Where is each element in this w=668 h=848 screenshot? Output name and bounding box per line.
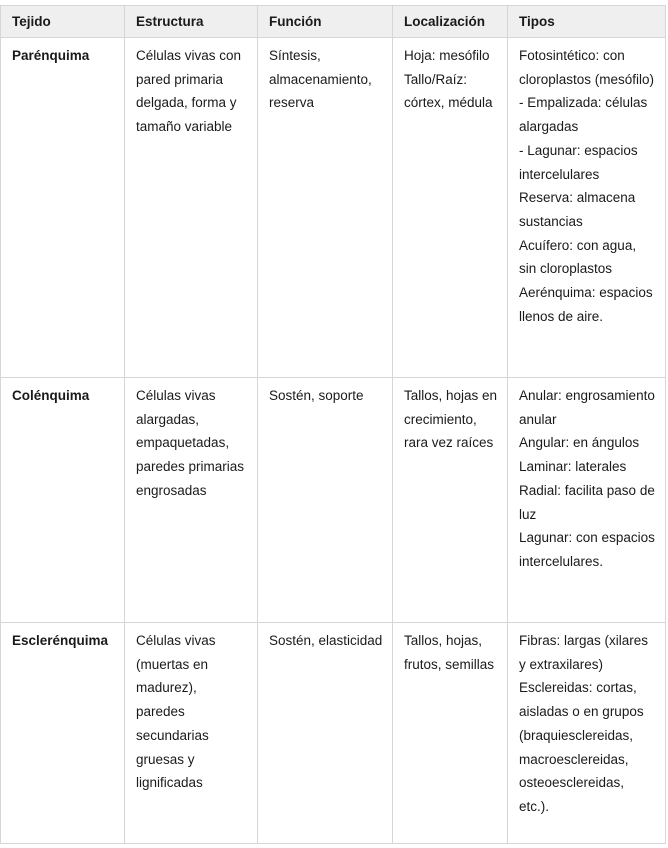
tipos-cell (508, 38, 666, 378)
estructura-cell: Células vivas alargadas, empaquetadas, paredes primarias engrosadas (125, 378, 258, 623)
funcion-cell: Sostén, elasticidad (258, 623, 393, 844)
header-localizacion: Localización (393, 6, 508, 38)
table-row (1, 623, 666, 844)
funcion-cell: Sostén, soporte (258, 378, 393, 623)
tipo-line: Angular: en ángulos (519, 435, 640, 451)
localizacion-cell (393, 623, 508, 844)
localizacion-line: Hoja: mesófilo (404, 48, 490, 63)
tipo-line: Acuífero: con agua, sin cloroplastos (519, 237, 637, 277)
tipo-line: Anular: engrosamiento anular (519, 388, 655, 427)
tejido-cell: Parénquima (1, 38, 125, 378)
header-tejido: Tejido (1, 6, 125, 38)
tipo-line: Laminar: laterales (519, 459, 627, 475)
header-funcion: Función (258, 6, 393, 38)
tipo-line: - Empalizada: células alargadas (519, 95, 648, 135)
localizacion-line: Tallo/Raíz: córtex, médula (404, 71, 493, 111)
header-estructura: Estructura (125, 6, 258, 38)
funcion-cell: Síntesis, almacenamiento, reserva (258, 38, 393, 378)
estructura-cell: Células vivas (muertas en madurez), paredes secundarias gruesas y lignificadas (125, 623, 258, 844)
tipo-line: Radial: facilita paso de luz (519, 482, 655, 522)
table-row (1, 38, 666, 378)
tissue-table-container (0, 5, 665, 844)
tipo-line: Fotosintético: con cloroplastos (mesófilo) (519, 48, 655, 87)
tipos-cell (508, 378, 666, 623)
localizacion-line: Tallos, hojas, frutos, semillas (404, 633, 495, 672)
table-header-row (1, 6, 666, 38)
localizacion-cell (393, 38, 508, 378)
table-row (1, 378, 666, 623)
header-tipos: Tipos (508, 6, 666, 38)
tipo-line: - Lagunar: espacios intercelulares (519, 142, 638, 182)
tipos-cell (508, 623, 666, 844)
tejido-cell: Esclerénquima (1, 623, 125, 844)
localizacion-line: Tallos, hojas en crecimiento, rara vez raíces (404, 388, 498, 451)
tipo-line: Aerénquima: espacios llenos de aire. (519, 285, 653, 324)
tipo-line: Fibras: largas (xilares y extraxilares) (519, 633, 649, 672)
tejido-cell: Colénquima (1, 378, 125, 623)
tipo-line: Esclereidas: cortas, aisladas o en grupos (braquiesclereidas, macroesclereidas, osteoesclereidas, etc.). (519, 680, 644, 814)
plant-tissue-table (0, 5, 666, 844)
localizacion-cell (393, 378, 508, 623)
tipo-line: Lagunar: con espacios intercelulares. (519, 530, 655, 569)
estructura-cell: Células vivas con pared primaria delgada, forma y tamaño variable (125, 38, 258, 378)
tipo-line: Reserva: almacena sustancias (519, 190, 636, 229)
